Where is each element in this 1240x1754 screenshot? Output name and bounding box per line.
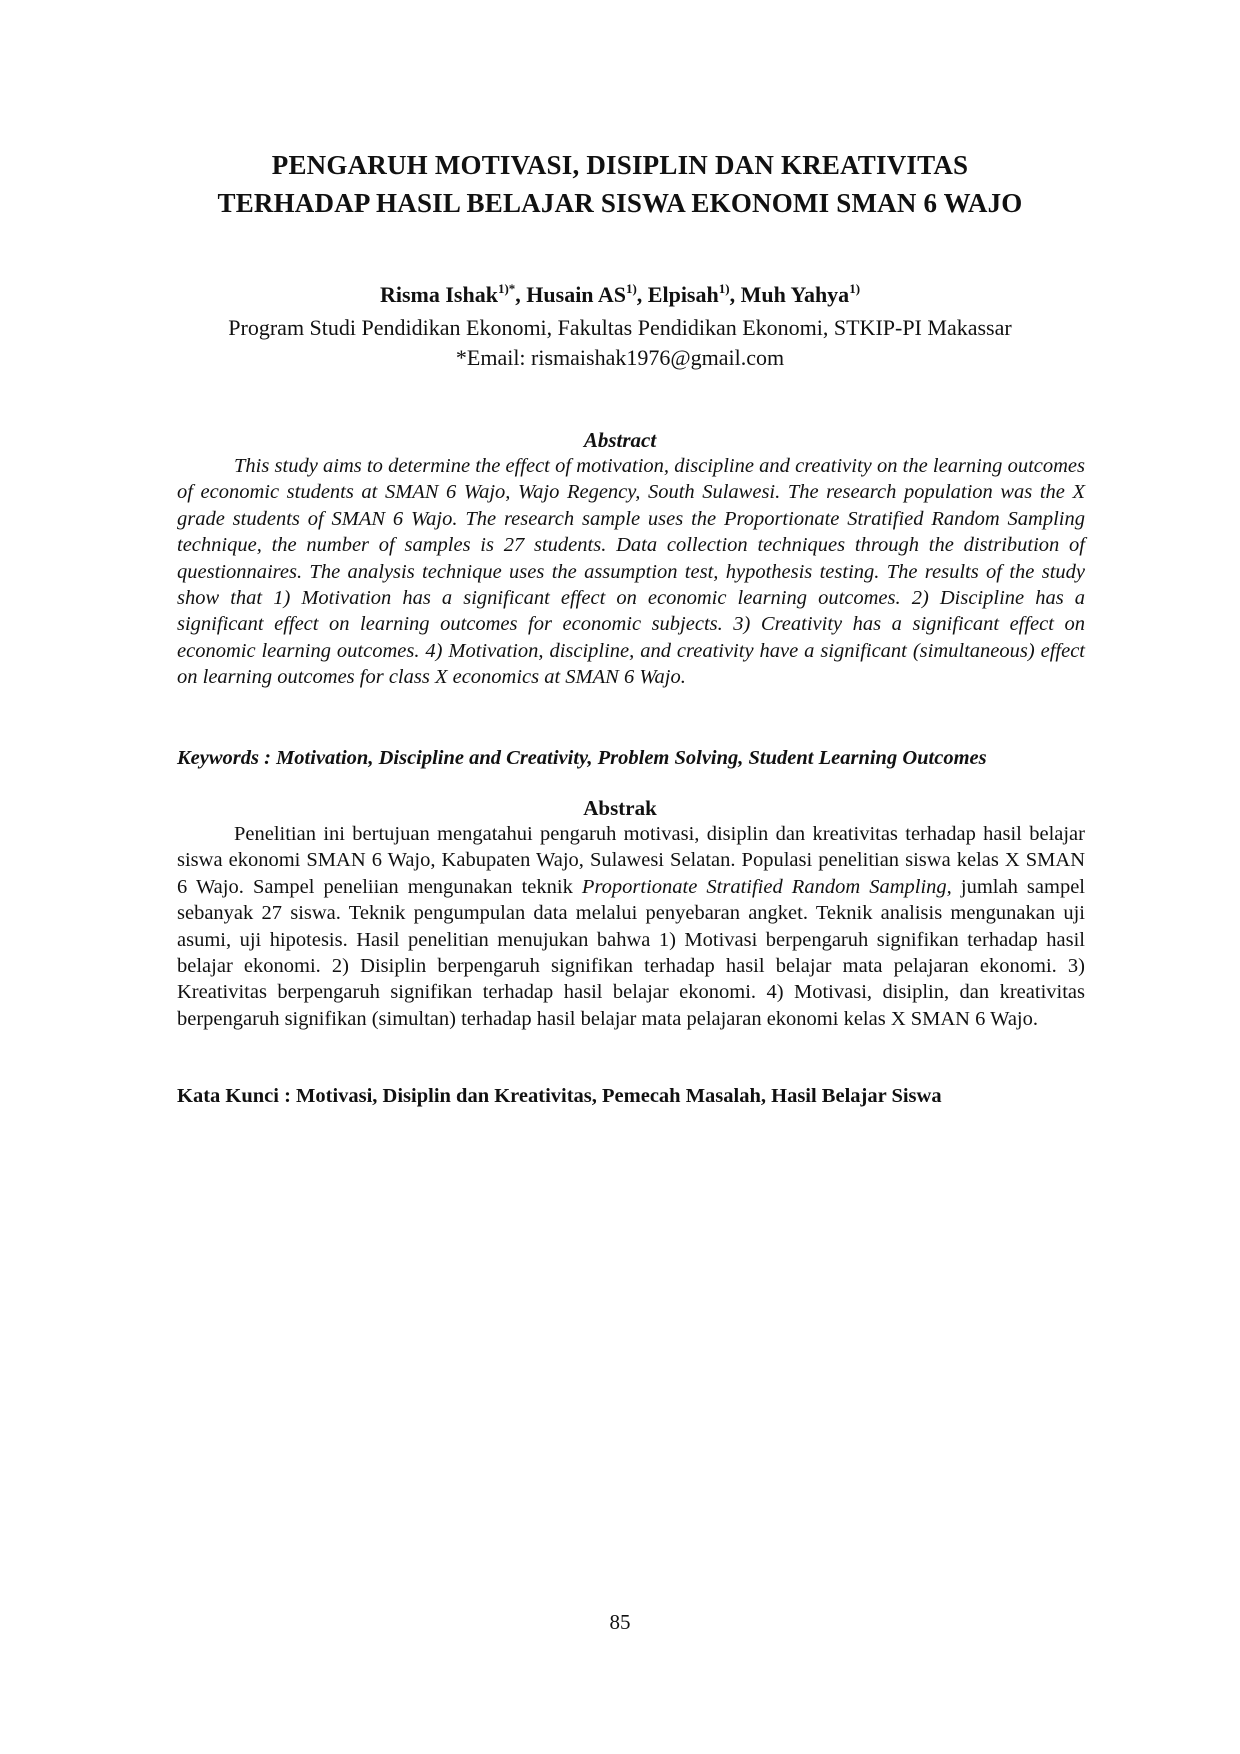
kata-kunci: Kata Kunci : Motivasi, Disiplin dan Kreativitas, Pemecah Masalah, Hasil Belajar Siswa [177, 1085, 942, 1107]
abstrak-italic-term: Proportionate Stratified Random Sampling, [581, 875, 952, 898]
abstract-heading: Abstract [583, 428, 657, 452]
author-name: Risma Ishak [379, 282, 498, 307]
author-separator: , [636, 282, 648, 307]
abstract-text: This study aims to determine the effect of motivation, discipline and creativity on the learning outcomes of economic students at SMAN 6 Wajo, Wajo Regency, South Sulawesi. The research population was the X grade students of SMAN 6 Wajo. The research sample uses the Proportionate Stratified Random Sampling technique, the number of samples is 27 students. Data collection techniques through the distribution of questionnaires. The analysis technique uses the assumption test, hypothesis testing. The results of the study show that 1) Motivation has a significant effect on economic learning outcomes. 2) Discipline has a significant effect on learning outcomes for economic subjects. 3) Creativity has a significant effect on economic learning outcomes. 4) Motivation, discipline, and creativity have a significant (simultaneous) effect on learning outcomes for class X economics at SMAN 6 Wajo. [177, 455, 1085, 689]
contact-email: *Email: rismaishak1976@gmail.com [455, 345, 785, 370]
title-line-2: TERHADAP HASIL BELAJAR SISWA EKONOMI SMAN 6 WAJO [217, 188, 1023, 218]
author-name: Elpisah [647, 282, 719, 307]
title-line-1: PENGARUH MOTIVASI, DISIPLIN DAN KREATIVITAS [271, 150, 969, 180]
abstrak-text [177, 821, 1085, 1032]
paper-title [150, 146, 1090, 222]
author-list [150, 280, 1090, 310]
author-separator: , [729, 282, 741, 307]
abstrak-text-part-1: Penelitian ini bertujuan mengatahui pengaruh motivasi, disiplin dan kreativitas terhadap hasil belajar siswa ekonomi SMAN 6 Wajo, Kabupaten Wajo, Sulawesi Selatan. Populasi penelitian siswa kelas X SMAN 6 Wajo. Sampel peneliian mengunakan teknik [177, 823, 1085, 898]
author-affiliation-mark: 1) [718, 281, 730, 296]
author-separator: , [515, 282, 527, 307]
page-number: 85 [609, 1610, 631, 1634]
author-affiliation-mark: 1)* [497, 281, 516, 296]
affiliation-block [150, 313, 1090, 373]
author-affiliation-mark: 1) [849, 281, 861, 296]
affiliation: Program Studi Pendidikan Ekonomi, Fakultas Pendidikan Ekonomi, STKIP-PI Makassar [228, 315, 1012, 340]
abstrak-text-part-2: jumlah sampel sebanyak 27 siswa. Teknik pengumpulan data melalui penyebaran angket. Teknik analisis mengunakan uji asumi, uji hipotesis. Hasil penelitian menujukan bahwa 1) Motivasi berpengaruh signifikan terhadap hasil belajar ekonomi. 2) Disiplin berpengaruh signifikan terhadap hasil belajar mata pelajaran ekonomi. 3) Kreativitas berpengaruh signifikan terhadap hasil belajar ekonomi. 4) Motivasi, disiplin, dan kreativitas berpengaruh signifikan (simultan) terhadap hasil belajar mata pelajaran ekonomi kelas X SMAN 6 Wajo. [177, 875, 1085, 1030]
author-affiliation-mark: 1) [625, 281, 637, 296]
author-name: Husain AS [526, 282, 626, 307]
author-name: Muh Yahya [740, 282, 850, 307]
abstrak-heading: Abstrak [583, 796, 657, 820]
keywords: Keywords : Motivation, Discipline and Creativity, Problem Solving, Student Learning Outcomes [177, 747, 987, 769]
